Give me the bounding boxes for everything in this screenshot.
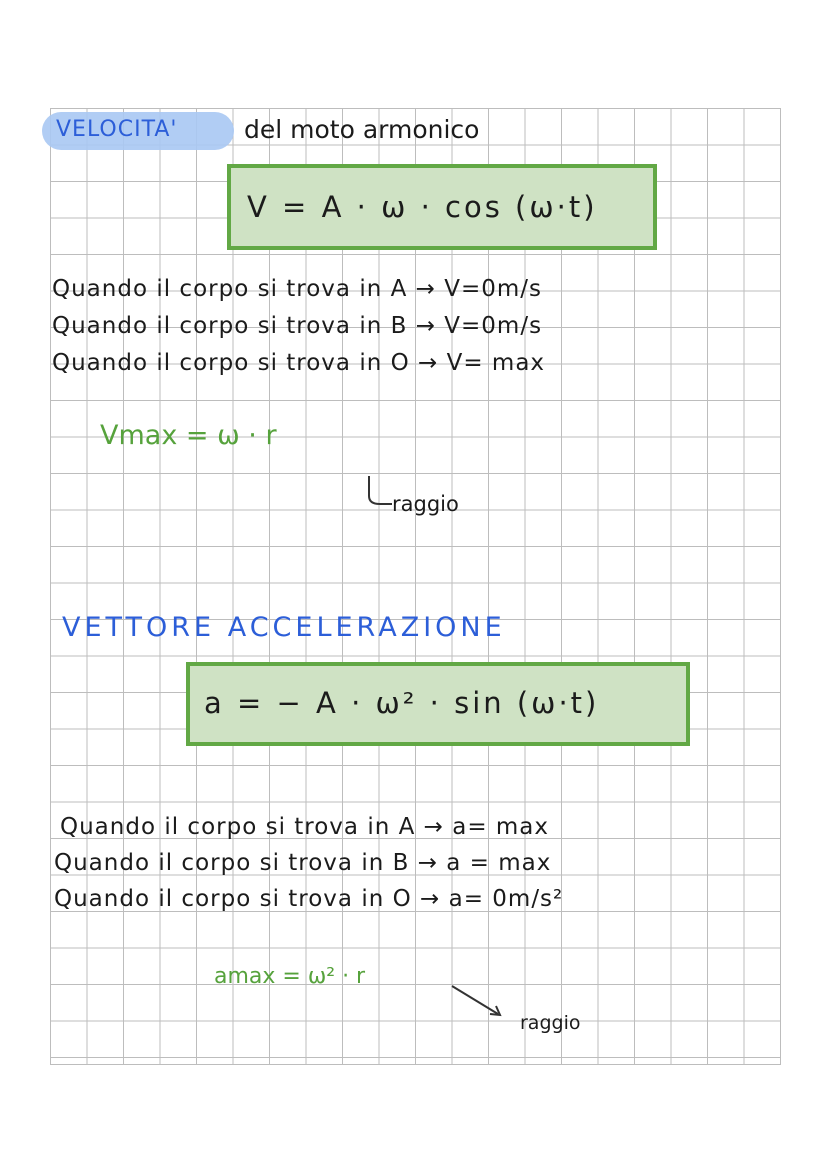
acceleration-condition-b: Quando il corpo si trova in B → a = max xyxy=(54,850,552,876)
amax-formula: amax = ω² · r xyxy=(214,964,366,989)
amax-radius-note: raggio xyxy=(520,1012,581,1034)
radius-arrow-icon xyxy=(448,984,508,1024)
vmax-radius-note: raggio xyxy=(392,492,459,516)
velocity-title-rest: del moto armonico xyxy=(244,115,480,144)
vmax-formula: Vmax = ω · r xyxy=(100,420,277,451)
acceleration-title: VETTORE ACCELERAZIONE xyxy=(62,612,506,643)
velocity-condition-b: Quando il corpo si trova in B → V=0m/s xyxy=(52,313,543,339)
grid-paper xyxy=(50,108,781,1065)
velocity-condition-a: Quando il corpo si trova in A → V=0m/s xyxy=(52,276,543,302)
acceleration-formula: a = − A · ω² · sin (ω·t) xyxy=(204,686,600,720)
velocity-formula: V = A · ω · cos (ω·t) xyxy=(247,190,598,224)
velocity-formula-box xyxy=(227,164,657,250)
velocity-title: VELOCITA' xyxy=(56,117,178,142)
acceleration-formula-box xyxy=(186,662,690,746)
velocity-condition-o: Quando il corpo si trova in O → V= max xyxy=(52,350,546,376)
acceleration-condition-o: Quando il corpo si trova in O → a= 0m/s² xyxy=(54,886,564,912)
acceleration-condition-a: Quando il corpo si trova in A → a= max xyxy=(60,814,550,840)
